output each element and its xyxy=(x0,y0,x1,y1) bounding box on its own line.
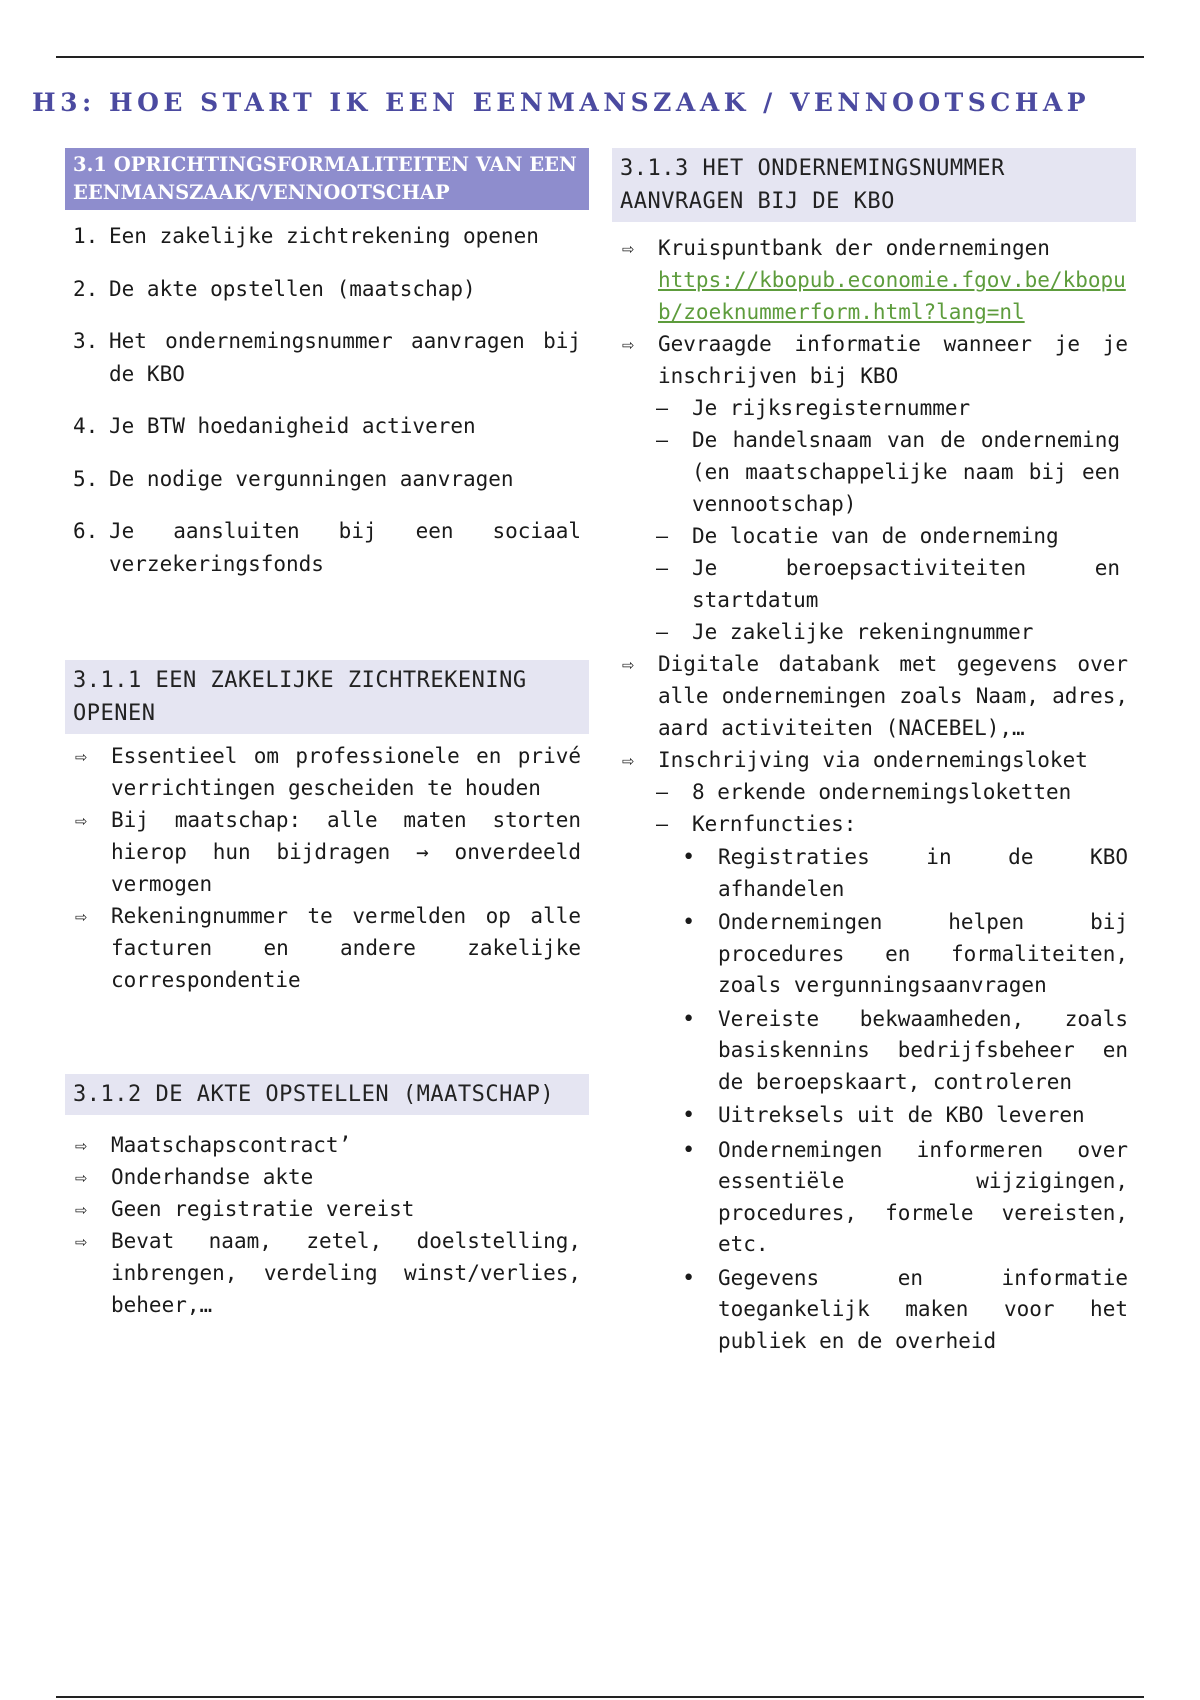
arrow-right-icon: ⇨ xyxy=(622,332,635,356)
info-list xyxy=(658,392,1128,648)
arrow-right-icon: ⇨ xyxy=(75,808,88,832)
list-item: 6. Je aansluiten bij een sociaal verzekeringsfonds xyxy=(73,519,581,576)
list-item: • Registraties in de KBO afhandelen xyxy=(612,842,1136,905)
list-item: 5. De nodige vergunningen aanvragen xyxy=(73,466,514,491)
top-rule xyxy=(56,56,1144,58)
kbo-link[interactable]: https://kbopub.economie.fgov.be/kbopub/zoeknummerform.html?lang=nl xyxy=(658,268,1126,324)
arrow-right-icon: ⇨ xyxy=(75,1133,88,1157)
loket-list xyxy=(658,776,1128,840)
dash-icon: – xyxy=(656,780,669,804)
list-item: • Gegevens en informatie toegankelijk maken voor het publiek en de overheid xyxy=(612,1263,1136,1358)
bullet-icon: • xyxy=(682,845,696,870)
list-item: 4. Je BTW hoedanigheid activeren xyxy=(73,414,476,438)
bullet-icon: • xyxy=(682,1006,696,1032)
list-item: – 8 erkende ondernemingsloketten xyxy=(658,776,1128,808)
list-item: – Je beroepsactiviteiten en startdatum xyxy=(658,552,1128,616)
arrow-right-icon: ⇨ xyxy=(75,744,88,768)
bottom-rule xyxy=(56,1696,1144,1698)
bullet-icon: • xyxy=(682,1103,696,1128)
dash-icon: – xyxy=(656,812,669,836)
section-3-1-3-list xyxy=(612,232,1136,840)
section-3-1-2-list xyxy=(65,1129,589,1321)
left-column xyxy=(65,148,589,1321)
list-item: – Je zakelijke rekeningnummer xyxy=(658,616,1128,648)
info-label: Gevraagde informatie wanneer je je inschrijven bij KBO xyxy=(658,332,1128,388)
list-item: – De handelsnaam van de onderneming (en maatschappelijke naam bij een vennootschap) xyxy=(658,424,1128,520)
arrow-right-icon: ⇨ xyxy=(622,236,635,260)
dash-icon: – xyxy=(656,396,669,420)
steps-list xyxy=(65,220,589,580)
list-item: ⇨ Geen registratie vereist xyxy=(65,1193,589,1225)
bullet-icon: • xyxy=(682,1137,696,1163)
dash-icon: – xyxy=(656,620,669,644)
kbo-label: Kruispuntbank der ondernemingen xyxy=(658,236,1050,260)
list-item: ⇨ Onderhandse akte xyxy=(65,1161,589,1193)
list-item: – De locatie van de onderneming xyxy=(658,520,1128,552)
list-item: • Vereiste bekwaamheden, zoals basiskennins bedrijfsbeheer en de beroepskaart, controleren xyxy=(612,1004,1136,1099)
list-item: – Kernfuncties: xyxy=(658,808,1128,840)
list-item xyxy=(612,328,1136,648)
bullet-icon: • xyxy=(682,1265,696,1291)
arrow-right-icon: ⇨ xyxy=(622,652,635,676)
bullet-icon: • xyxy=(682,910,696,935)
arrow-right-icon: ⇨ xyxy=(75,1229,88,1253)
section-3-1-1-list xyxy=(65,740,589,996)
section-3-1-2-header: 3.1.2 DE AKTE OPSTELLEN (MAATSCHAP) xyxy=(65,1074,589,1115)
arrow-right-icon: ⇨ xyxy=(75,1165,88,1189)
list-item: ⇨ Rekeningnummer te vermelden op alle facturen en andere zakelijke correspondentie xyxy=(65,900,589,996)
inschrijving-label: Inschrijving via ondernemingsloket xyxy=(658,748,1088,772)
list-item: 3. Het ondernemingsnummer aanvragen bij de KBO xyxy=(73,329,581,386)
list-item xyxy=(612,744,1136,840)
list-item: ⇨ Maatschapscontract’ xyxy=(65,1129,589,1161)
section-3-1-header: 3.1 OPRICHTINGSFORMALITEITEN VAN EEN EENMANSZAAK/VENNOOTSCHAP xyxy=(65,148,589,210)
dash-icon: – xyxy=(656,524,669,548)
page-title: H3: HOE START IK EEN EENMANSZAAK / VENNOOTSCHAP xyxy=(32,88,1091,117)
arrow-right-icon: ⇨ xyxy=(622,748,635,772)
arrow-right-icon: ⇨ xyxy=(75,1197,88,1221)
list-item: ⇨ Bij maatschap: alle maten storten hierop hun bijdragen → onverdeeld vermogen xyxy=(65,804,589,900)
list-item: ⇨ Digitale databank met gegevens over alle ondernemingen zoals Naam, adres, aard activiteiten (NACEBEL),… xyxy=(612,648,1136,744)
list-item: 2. De akte opstellen (maatschap) xyxy=(73,276,476,301)
arrow-right-icon: ⇨ xyxy=(75,904,88,928)
list-item: 1. Een zakelijke zichtrekening openen xyxy=(73,224,539,248)
list-item: ⇨ Essentieel om professionele en privé verrichtingen gescheiden te houden xyxy=(65,740,589,804)
section-3-1-1-header: 3.1.1 EEN ZAKELIJKE ZICHTREKENING OPENEN xyxy=(65,660,589,734)
section-3-1-3-header: 3.1.3 HET ONDERNEMINGSNUMMER AANVRAGEN BIJ DE KBO xyxy=(612,148,1136,222)
right-column xyxy=(612,148,1136,1359)
list-item: ⇨ Bevat naam, zetel, doelstelling, inbrengen, verdeling winst/verlies, beheer,… xyxy=(65,1225,589,1321)
dash-icon: – xyxy=(656,428,669,452)
list-item: • Uitreksels uit de KBO leveren xyxy=(612,1100,1136,1133)
list-item: • Ondernemingen informeren over essentiële wijzigingen, procedures, formele vereisten, etc. xyxy=(612,1135,1136,1261)
list-item: • Ondernemingen helpen bij procedures en formaliteiten, zoals vergunningsaanvragen xyxy=(612,907,1136,1002)
list-item xyxy=(612,232,1136,328)
dash-icon: – xyxy=(656,556,669,580)
list-item: – Je rijksregisternummer xyxy=(658,392,1128,424)
kernfuncties-list xyxy=(612,842,1136,1357)
